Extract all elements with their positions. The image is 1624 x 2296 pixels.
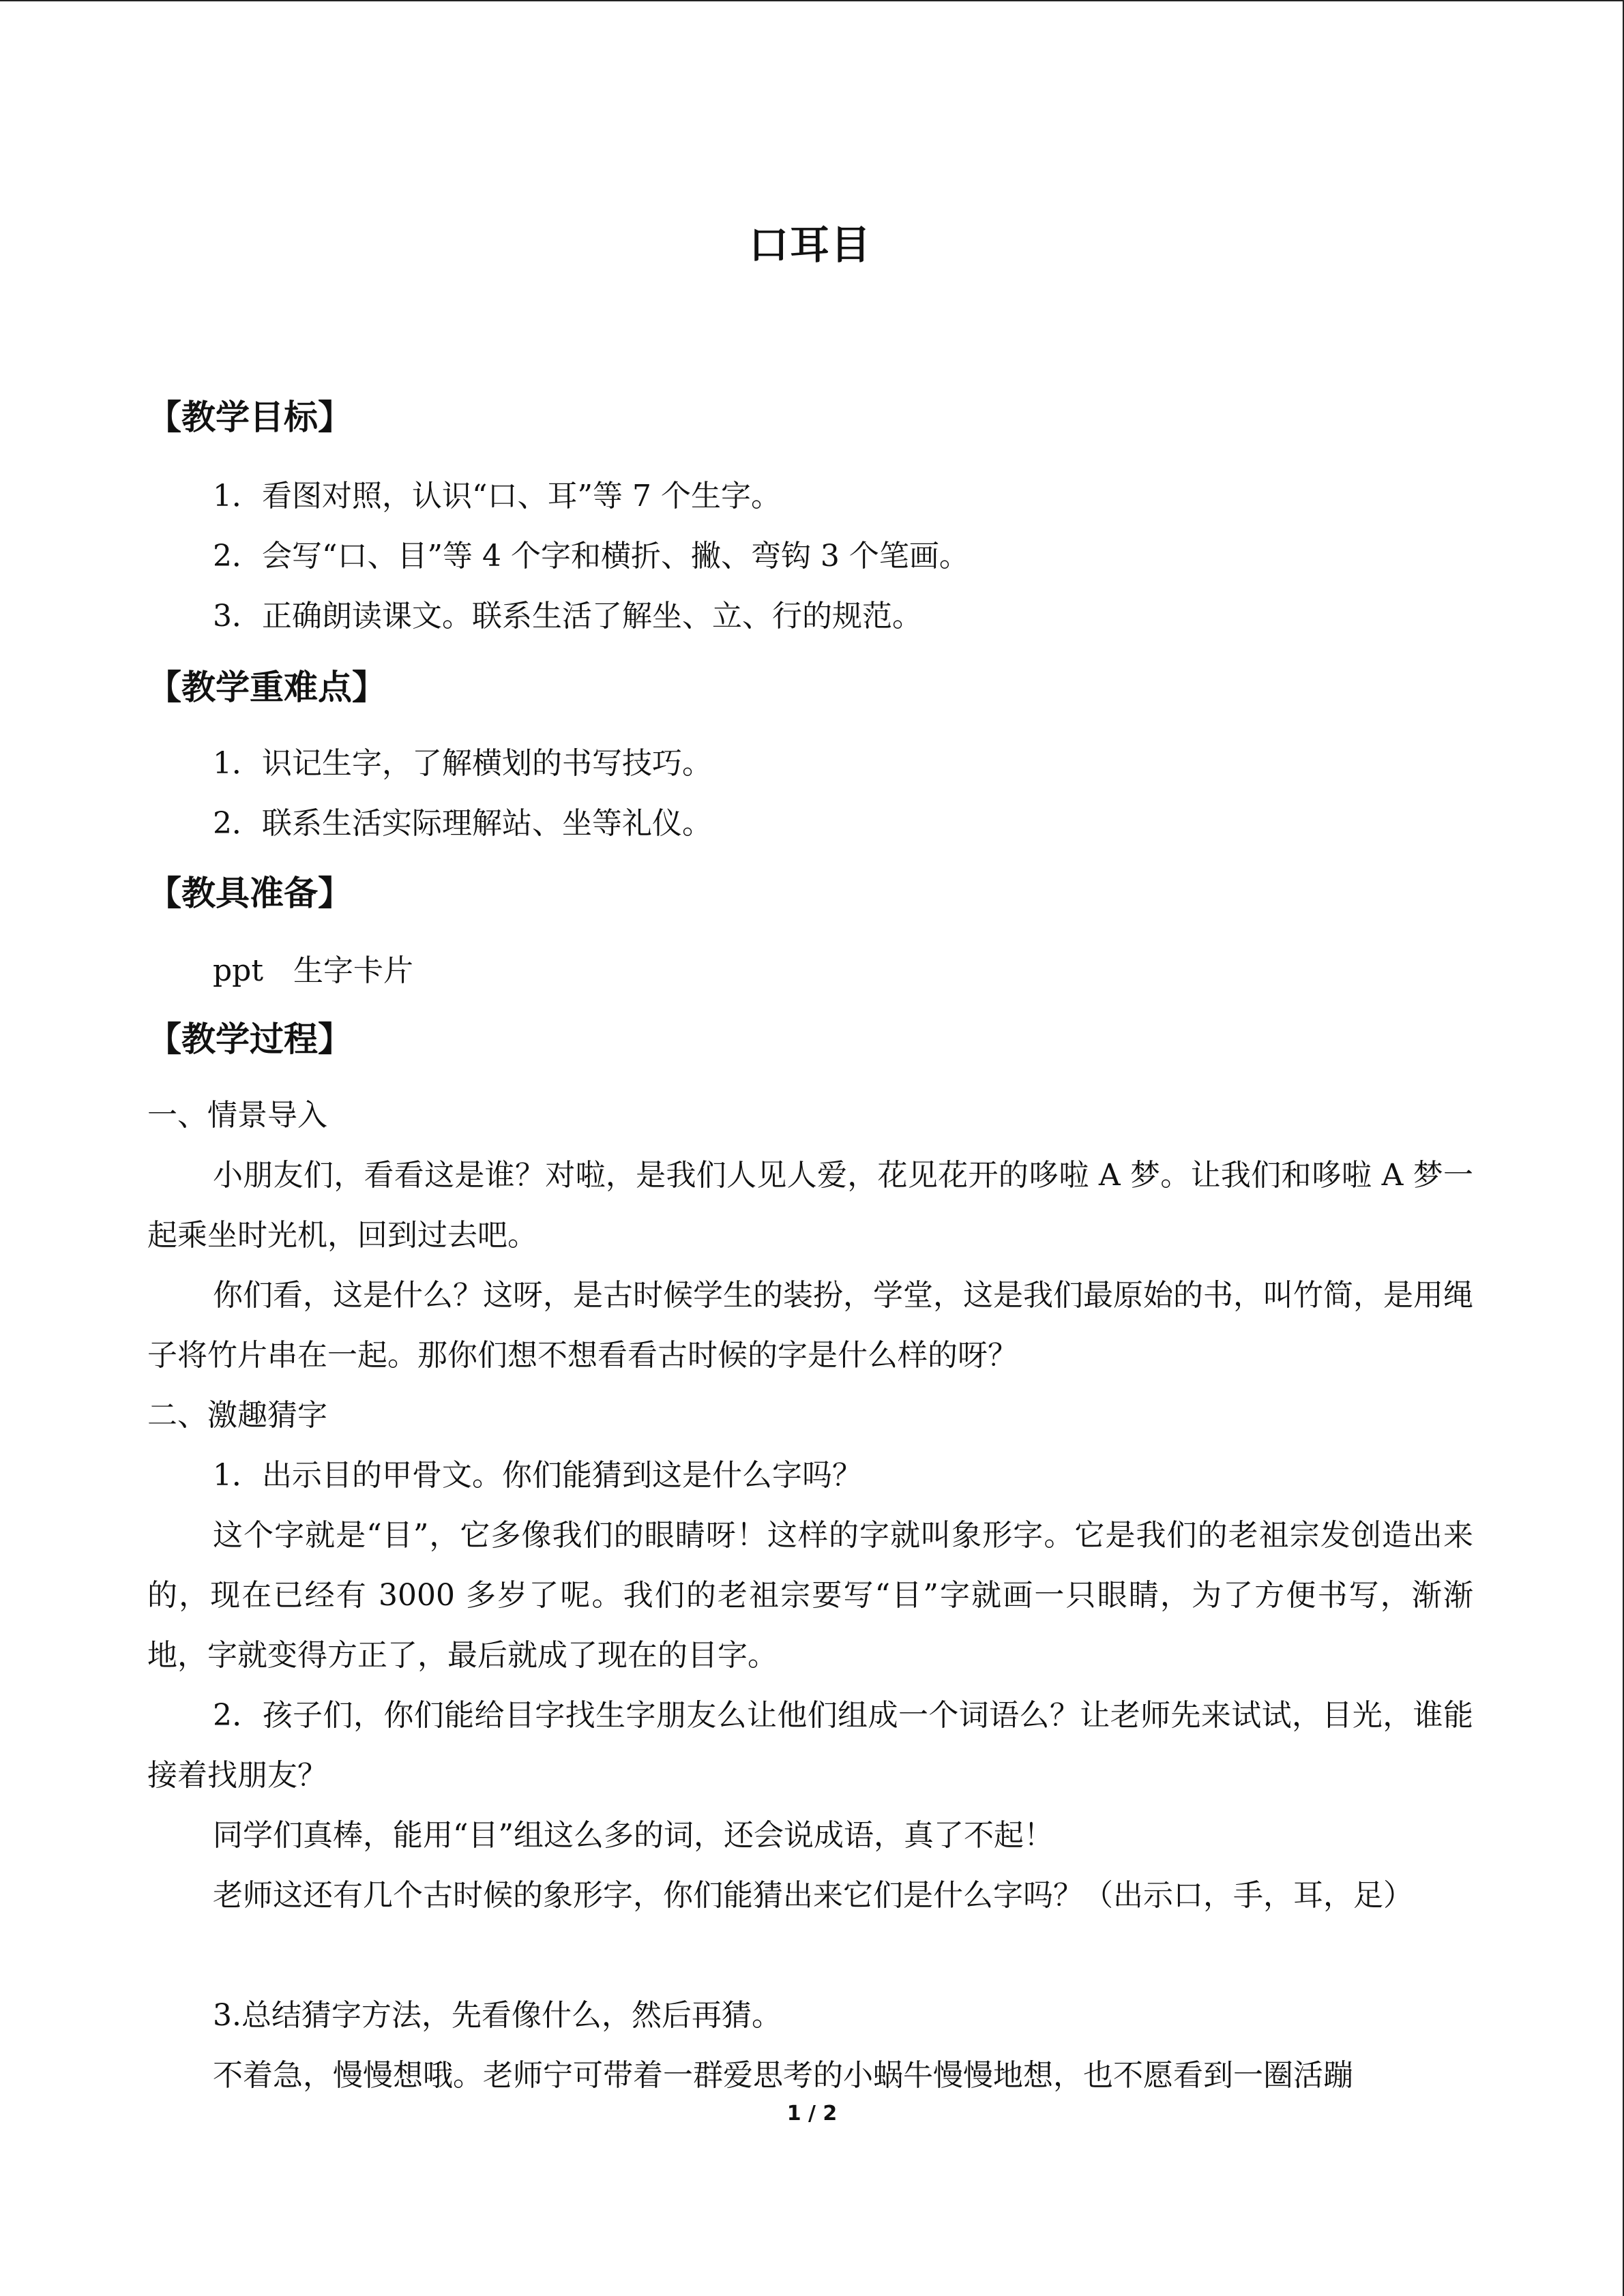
process-paragraph: 1．出示目的甲骨文。你们能猜到这是什么字吗？	[213, 1458, 862, 1493]
process-paragraph: 这个字就是“目”，它多像我们的眼睛呀！这样的字就叫象形字。它是我们的老祖宗发创造出来的，现在已经有 3000 多岁了呢。我们的老祖宗要写“目”字就画一只眼睛，为了方便书写，渐渐地，字就变得方正了，最后就成了现在的目字。	[147, 1518, 1473, 1673]
section-heading-objectives: 【教学目标】	[147, 398, 352, 437]
section-heading-materials: 【教具准备】	[147, 874, 352, 913]
process-paragraph: 老师这还有几个古时候的象形字，你们能猜出来它们是什么字吗？（出示口，手，耳，足）	[213, 1878, 1413, 1913]
process-paragraph: 3.总结猜字方法，先看像什么，然后再猜。	[213, 1998, 782, 2033]
section-heading-key-points: 【教学重难点】	[147, 668, 386, 707]
materials-text: ppt 生字卡片	[213, 953, 414, 988]
process-paragraph: 小朋友们，看看这是谁？对啦，是我们人见人爱，花见花开的哆啦 A 梦。让我们和哆啦 A 梦一起乘坐时光机，回到过去吧。	[147, 1158, 1473, 1253]
page-number: 1 / 2	[786, 2102, 838, 2126]
process-paragraph: 同学们真棒，能用“目”组这么多的词，还会说成语，真了不起！	[213, 1818, 1054, 1853]
objective-item: 2．会写“口、目”等 4 个字和横折、撇、弯钩 3 个笔画。	[213, 539, 969, 573]
key-point-item: 1．识记生字，了解横划的书写技巧。	[213, 746, 712, 781]
objective-item: 1．看图对照，认识“口、耳”等 7 个生字。	[213, 479, 781, 513]
objective-item: 3．正确朗读课文。联系生活了解坐、立、行的规范。	[213, 599, 922, 633]
process-part-title: 二、激趣猜字	[147, 1398, 327, 1433]
process-paragraph: 不着急，慢慢想哦。老师宁可带着一群爱思考的小蜗牛慢慢地想，也不愿看到一圈活蹦	[213, 2058, 1353, 2093]
process-paragraph: 2．孩子们，你们能给目字找生字朋友么让他们组成一个词语么？让老师先来试试，目光，谁能接着找朋友？	[147, 1698, 1473, 1793]
process-part-title: 一、情景导入	[147, 1098, 327, 1133]
key-point-item: 2．联系生活实际理解站、坐等礼仪。	[213, 806, 712, 841]
page-title: 口耳目	[748, 222, 872, 268]
section-heading-process: 【教学过程】	[147, 1019, 352, 1059]
process-paragraph: 你们看，这是什么？这呀，是古时候学生的装扮，学堂，这是我们最原始的书，叫竹简，是用绳子将竹片串在一起。那你们想不想看看古时候的字是什么样的呀？	[147, 1278, 1473, 1373]
